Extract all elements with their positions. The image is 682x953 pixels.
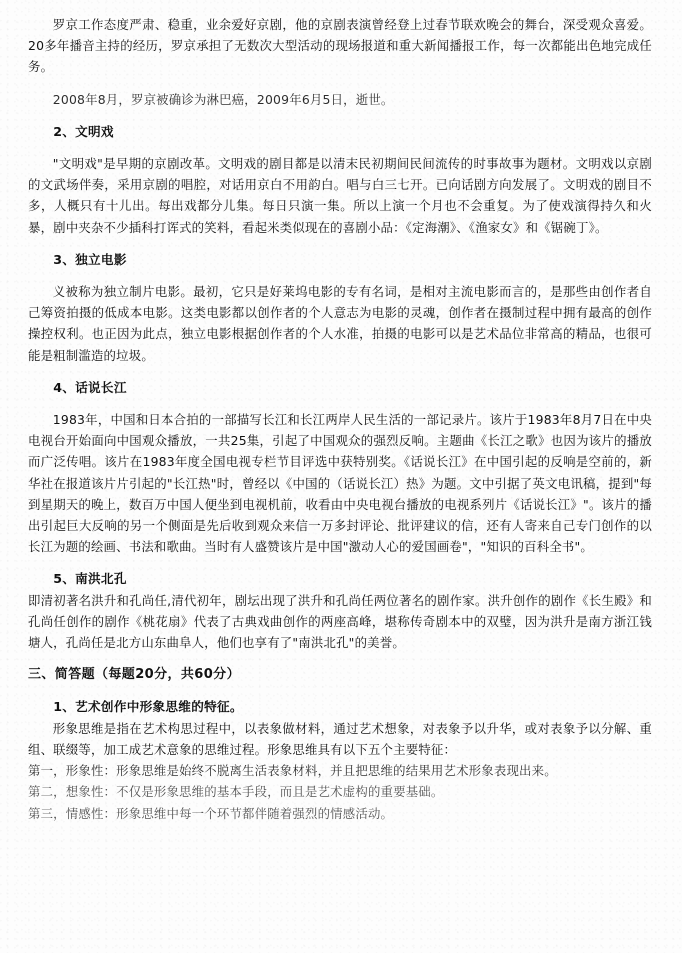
spacer [28,238,652,249]
spacer [28,78,652,89]
paragraph-duli-dianying-body: 义被称为独立制片电影。最初，它只是好莱坞电影的专有名词，是相对主流电影而言的，是那些由创作者自己筹资拍摄的低成本电影。这类电影都以创作者的个人意志为电影的灵魂，创作者在摄制过程中拥有最高的创作操控权利。也正因为此点，独立电影根据创作者的个人水准，拍摄的电影可以是艺术品位非常高的精品，也很可能是粗制滥造的垃圾。 [28,284,652,363]
spacer [28,557,652,568]
heading-huashuo-changjiang: 4、话说长江 [53,379,127,395]
spacer [28,685,652,696]
heading-wenmingxi: 2、文明戏 [53,123,114,139]
paragraph-feature-first: 第一，形象性：形象思维是始终不脱离生活表象材料，并且把思维的结果用艺术形象表现出来。 [28,763,557,779]
paragraph-huashuo-changjiang-body: 1983年，中国和日本合拍的一部描写长江和长江两岸人民生活的一部记录片。该片于1983年8月7日在中央电视台开始面向中国观众播放，一共25集，引起了中国观众的强烈反响。主题曲《长江之歌》也因为该片的播放而广泛传唱。该片在1983年度全国电视专栏节目评选中获特别奖。《话说长江》在中国引起的反响是空前的，新华社在报道该片片引起的"长江热"时，曾经以《中国的（话说长江）热》为题。文中引据了英文电讯稿，提到"每到星期天的晚上，数百万中国人便坐到电视机前，收看由中央电视台播放的电视系列片《话说长江》"。该片的播出引起巨大反响的另一个侧面是先后收到观众来信一万多封评论、批评建议的信，还有人寄来自己专门创作的以长江为题的绘画、书法和歌曲。当时有人盛赞该片是中国"激动人心的爱国画卷"，"知识的百科全书"。 [28,412,652,555]
spacer [28,366,652,377]
heading-duli-dianying: 3、独立电影 [53,251,127,267]
paragraph-xingxiang-definition: 形象思维是指在艺术构思过程中，以表象做材料，通过艺术想象，对表象予以升华，或对表象予以分解、重组、联缀等，加工成艺术意象的思维过程。形象思维具有以下五个主要特征： [28,720,652,757]
paragraph-feature-third: 第三，情感性：形象思维中每一个环节都伴随着强烈的情感活动。 [28,805,394,821]
document-body [28,14,652,824]
heading-question-1: 1、艺术创作中形象思维的特征。 [53,699,243,715]
heading-nanhong-beikong: 5、南洪北孔 [53,571,127,587]
spacer [28,142,652,153]
paragraph-luojing-career: 罗京工作态度严肃、稳重，业余爱好京剧，他的京剧表演曾经登上过春节联欢晚会的舞台，深受观众喜爱。20多年播音主持的经历，罗京承担了无数次大型活动的现场报道和重大新闻播报工作，每一次都能出色地完成任务。 [28,17,652,75]
spacer [28,270,652,281]
paragraph-feature-second: 第二，想象性：不仅是形象思维的基本手段，而且是艺术虚构的重要基础。 [28,784,444,800]
spacer [28,110,652,121]
spacer [28,653,652,664]
paragraph-wenmingxi-body: "文明戏"是早期的京剧改革。文明戏的剧目都是以清末民初期间民间流传的时事故事为题材。文明戏以京剧的文武场伴奏，采用京剧的唱腔，对话用京白不用韵白。唱与白三七开。已向话剧方向发展了。文明戏的剧目不多，人概只有十儿出。每出戏都分儿集。每日只演一集。所以上演一个月也不会重复。为了使戏演得持久和火暴，剧中夹杂不少插科打诨式的笑料，看起米类似现在的喜剧小品：《定海潮》、《渔家女》和《锯碗丁》。 [28,156,652,235]
paragraph-luojing-death: 2008年8月，罗京被确诊为淋巴癌，2009年6月5日，逝世。 [52,91,394,107]
section-heading-short-answer: 三、简答题（每题20分，共60分） [28,667,240,683]
paragraph-nanhong-beikong-body: 即清初著名洪升和孔尚任,清代初年，剧坛出现了洪升和孔尚任两位著名的剧作家。洪升创作的剧作《长生殿》和孔尚任创作的剧作《桃花扇》代表了古典戏曲创作的两座高峰，堪称传奇剧本中的双璧，因为洪升是南方浙江钱塘人，孔尚任是北方山东曲阜人，他们也享有了"南洪北孔"的美誉。 [28,592,652,651]
spacer [28,398,652,409]
